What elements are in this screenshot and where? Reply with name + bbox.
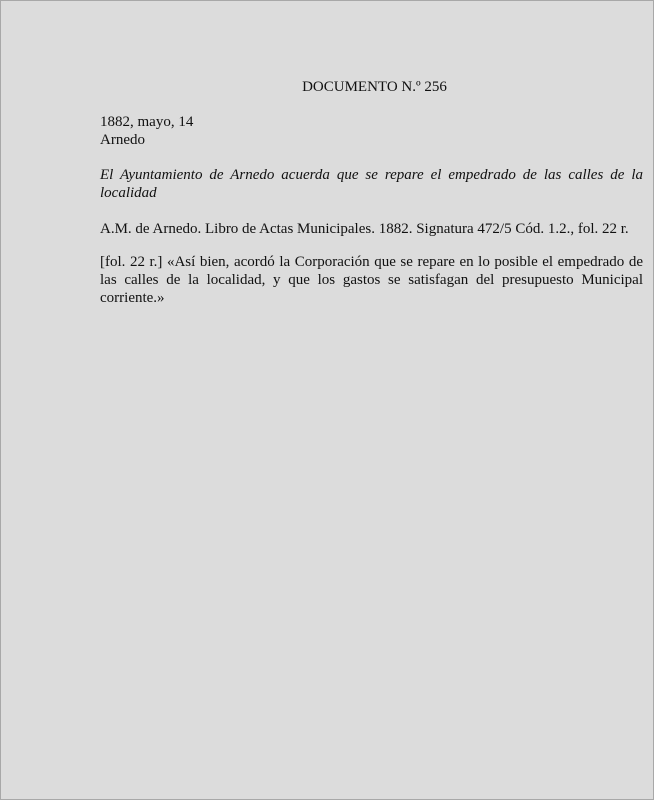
archival-source: A.M. de Arnedo. Libro de Actas Municipales. 1882. Signatura 472/5 Cód. 1.2., fol. 22 r.	[100, 221, 629, 237]
document-place: Arnedo	[100, 132, 145, 148]
transcription-text: [fol. 22 r.] «Así bien, acordó la Corporación que se repare en lo posible el empedrado de las calles de la localidad, y que los gastos se satisfagan del presupuesto Municipal corriente.»	[100, 254, 643, 306]
document-summary: El Ayuntamiento de Arnedo acuerda que se repare el empedrado de las calles de la localidad	[100, 167, 643, 201]
document-title: DOCUMENTO N.º 256	[302, 79, 447, 95]
document-date: 1882, mayo, 14	[100, 114, 194, 130]
